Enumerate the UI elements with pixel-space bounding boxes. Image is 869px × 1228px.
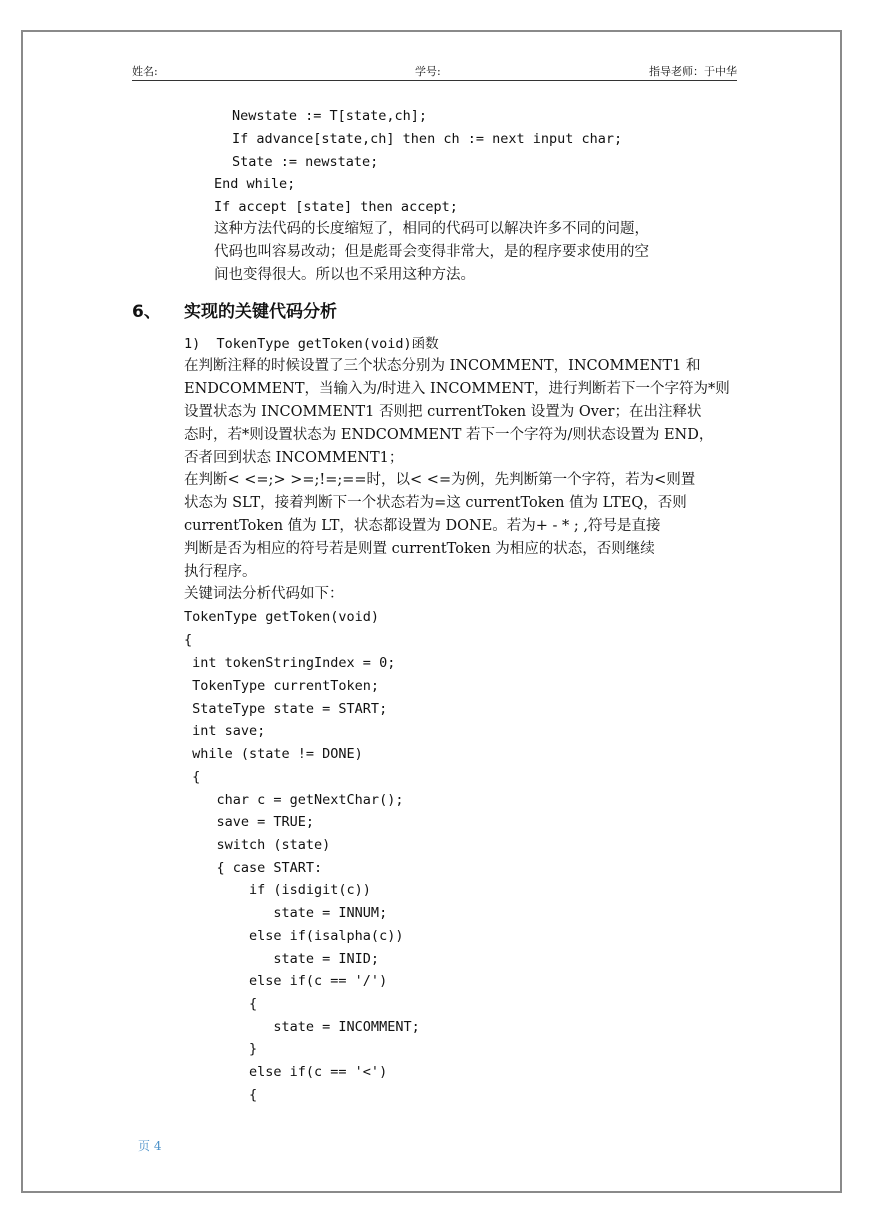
- paragraph-line: ENDCOMMENT，当输入为/时进入 INCOMMENT，进行判断若下一个字符为*则: [184, 381, 730, 397]
- code-line: {: [184, 996, 258, 1012]
- code-line: state = INNUM;: [184, 905, 388, 921]
- code-line: {: [184, 1087, 258, 1103]
- code-line: State := newstate;: [232, 154, 379, 170]
- section-number: 6、: [132, 302, 161, 322]
- code-line: int tokenStringIndex = 0;: [184, 655, 396, 671]
- code-line: End while;: [214, 176, 296, 192]
- paragraph-line: currentToken 值为 LT，状态都设置为 DONE。若为+ - * ; ,符号是直接: [184, 518, 661, 534]
- code-line: {: [184, 632, 193, 648]
- code-line: TokenType currentToken;: [184, 678, 380, 694]
- header-teacher-label: 指导老师：于中华: [649, 65, 737, 78]
- paragraph-line: 否者回到状态 INCOMMENT1；: [184, 450, 404, 466]
- list-item-heading: 1) TokenType getToken(void)函数: [184, 336, 439, 352]
- section-title: 实现的关键代码分析: [184, 302, 337, 322]
- code-line: int save;: [184, 723, 266, 739]
- code-line: while (state != DONE): [184, 746, 363, 762]
- code-line: state = INCOMMENT;: [184, 1019, 420, 1035]
- paragraph-line: 代码也叫容易改动；但是彪哥会变得非常大，是的程序要求使用的空: [214, 244, 649, 260]
- code-line: else if(c == '/'): [184, 973, 388, 989]
- code-line: TokenType getToken(void): [184, 609, 380, 625]
- code-line: switch (state): [184, 837, 331, 853]
- code-line: state = INID;: [184, 951, 380, 967]
- code-line: }: [184, 1041, 258, 1057]
- header-name-label: 姓名:: [132, 65, 158, 78]
- page-number: 页 4: [138, 1139, 162, 1153]
- paragraph-line: 判断是否为相应的符号若是则置 currentToken 为相应的状态，否则继续: [184, 541, 655, 557]
- code-line: StateType state = START;: [184, 701, 388, 717]
- paragraph-line: 在判断注释的时候设置了三个状态分别为 INCOMMENT，INCOMMENT1 和: [184, 358, 701, 374]
- paragraph-line: 这种方法代码的长度缩短了，相同的代码可以解决许多不同的问题，: [214, 221, 649, 237]
- page-header: [132, 62, 737, 81]
- paragraph-line: 设置状态为 INCOMMENT1 否则把 currentToken 设置为 Over；在出注释状: [184, 404, 702, 420]
- code-line: else if(isalpha(c)): [184, 928, 404, 944]
- code-line: if (isdigit(c)): [184, 882, 371, 898]
- code-intro: 关键词法分析代码如下：: [184, 586, 344, 602]
- code-line: { case START:: [184, 860, 323, 876]
- code-line: Newstate := T[state,ch];: [232, 108, 428, 124]
- paragraph-line: 态时，若*则设置状态为 ENDCOMMENT 若下一个字符为/则状态设置为 END，: [184, 427, 714, 443]
- code-line: char c = getNextChar();: [184, 792, 404, 808]
- paragraph-line: 执行程序。: [184, 564, 257, 580]
- paragraph-line: 间也变得很大。所以也不采用这种方法。: [214, 267, 475, 283]
- paragraph-line: 在判断< <=;> >=;!=;==时，以< <=为例，先判断第一个字符，若为<则置: [184, 472, 696, 488]
- code-line: If advance[state,ch] then ch := next input char;: [232, 131, 623, 147]
- code-line: save = TRUE;: [184, 814, 315, 830]
- paragraph-line: 状态为 SLT，接着判断下一个状态若为=这 currentToken 值为 LTEQ，否则: [184, 495, 687, 511]
- code-line: else if(c == '<'): [184, 1064, 388, 1080]
- code-line: If accept [state] then accept;: [214, 199, 458, 215]
- code-line: {: [184, 769, 201, 785]
- header-id-label: 学号:: [415, 65, 441, 78]
